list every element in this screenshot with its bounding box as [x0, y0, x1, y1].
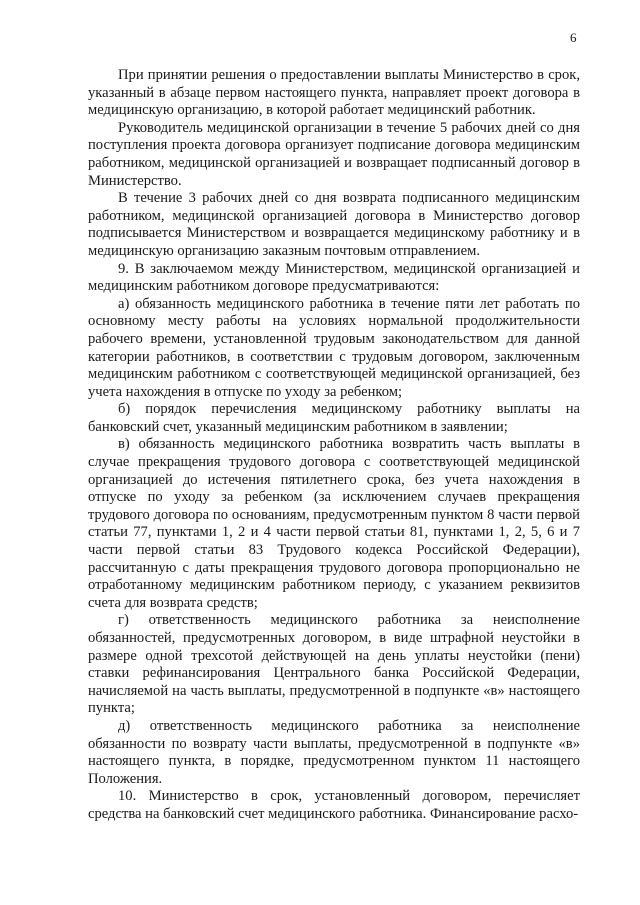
paragraph-head-signing: Руководитель медицинской организации в течение 5 рабочих дней со дня поступления проекта договора организует подписание договора медицинским работником, медицинской организацией и возвращает подписанный договор в Министерство. — [88, 119, 580, 189]
subitem-a: а) обязанность медицинского работника в течение пяти лет работать по основному месту работы на условиях нормальной продолжительности рабочего времени, установленной трудовым законодательством для данной категории работников, в соответствии с трудовым договором, заключенным медицинским работником с соответствующей медицинской организацией, без учета нахождения в отпуске по уходу за ребенком; — [88, 295, 580, 400]
paragraph-item-10: 10. Министерство в срок, установленный договором, перечисляет средства на банковский счет медицинского работника. Финансирование расхо- — [88, 788, 580, 822]
subitem-v: в) обязанность медицинского работника возвратить часть выплаты в случае прекращения трудового договора с соответствующей медицинской организацией до истечения пятилетнего срока, без учета нахождения в отпуске по уходу за ребенком (за исключением случаев прекращения трудового договора по основаниям, предусмотренным пунктом 8 части первой статьи 77, пунктами 1, 2 и 4 части первой статьи 81, пунктами 1, 2, 5, 6 и 7 части первой статьи 83 Трудового кодекса Российской Федерации), рассчитанную с даты прекращения трудового договора пропорционально не отработанному медицинским работником периоду, с указанием реквизитов счета для возврата средств; — [88, 436, 580, 611]
paragraph-item-9: 9. В заключаемом между Министерством, медицинской организацией и медицинским работником договоре предусматриваются: — [88, 260, 580, 295]
document-body — [88, 67, 580, 824]
paragraph-contract-return: В течение 3 рабочих дней со дня возврата подписанного медицинским работником, медицинской организацией договора в Министерство договор подписывается Министерством и возвращается медицинскому работнику и в медицинскую организацию заказным почтовым отправлением. — [88, 190, 580, 259]
paragraph-decision-procedure: При принятии решения о предоставлении выплаты Министерство в срок, указанный в абзаце первом настоящего пункта, направляет проект договора в медицинскую организацию, в которой работает медицинский работник. — [88, 67, 580, 119]
subitem-d: д) ответственность медицинского работника за неисполнение обязанности по возврату части выплаты, предусмотренной в подпункте «в» настоящего пункта, в порядке, предусмотренном пунктом 11 настоящего Положения. — [88, 717, 580, 787]
page-number: 6 — [570, 30, 577, 45]
subitem-g: г) ответственность медицинского работника за неисполнение обязанностей, предусмотренных договором, в виде штрафной неустойки в размере одной трехсотой действующей на день уплаты неустойки (пени) ставки рефинансирования Центрального банка Российской Федерации, начисляемой на часть выплаты, предусмотренной в подпункте «в» настоящего пункта; — [88, 612, 580, 717]
subitem-b: б) порядок перечисления медицинскому работнику выплаты на банковский счет, указанный медицинским работником в заявлении; — [88, 401, 580, 435]
